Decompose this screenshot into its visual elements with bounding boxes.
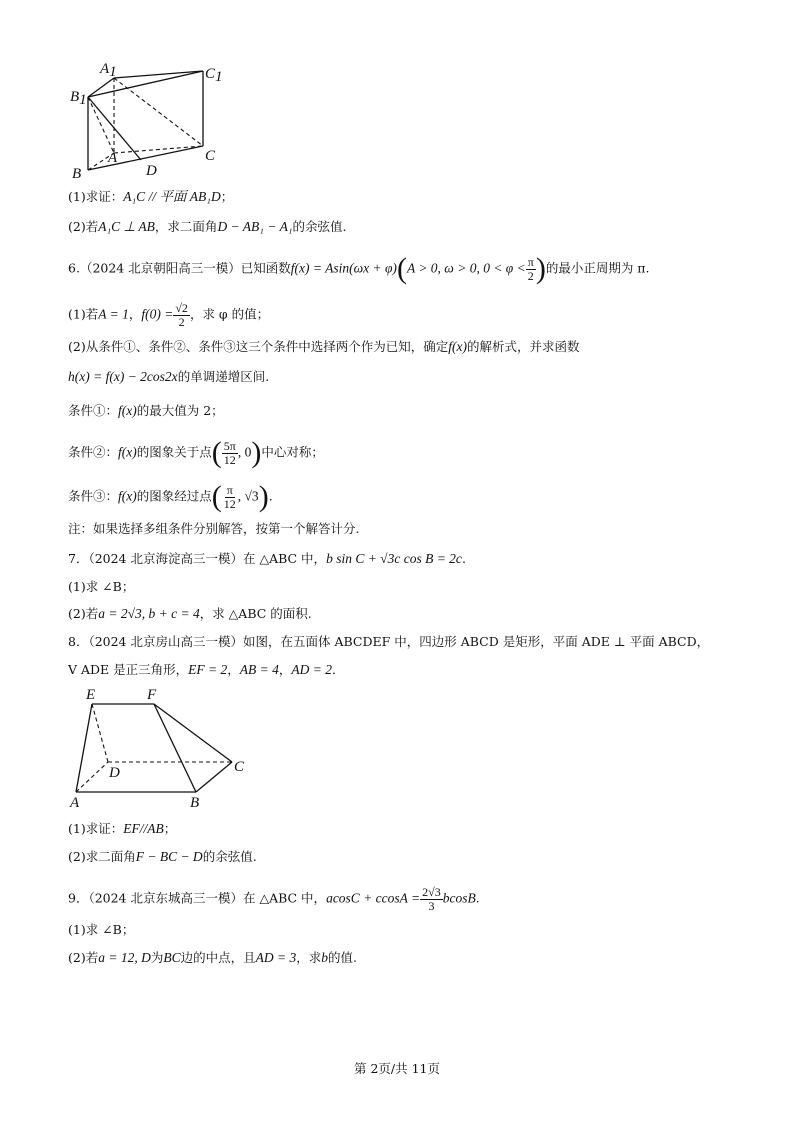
q8-stem-line1: 8．（2024 北京房山高三一模）如图，在五面体 ABCDEF 中，四边形 ABCD 是矩形，平面 ADE ⊥ 平面 ABCD， — [68, 634, 710, 649]
q6-stem: 6.（2024 北京朝阳高三一模）已知函数f(x) = Asin(ωx + φ)(A > 0, ω > 0, 0 < φ < $\frac{\pi}{2}$ )的最小正周期为 π. — [68, 252, 650, 286]
q9-part1: (1)求 ∠B； — [68, 922, 135, 937]
label-a: A — [70, 795, 80, 811]
q9-stem: 9．（2024 北京东城高三一模）在 △ABC 中，acosC + ccosA = $\frac{2√3}{3}$ bcosB. — [68, 885, 480, 913]
edge-f-b — [154, 704, 196, 792]
label-b: B — [72, 166, 82, 182]
page-footer: 第 2页/共 11页 — [353, 1061, 441, 1076]
edge-b-c — [196, 762, 232, 792]
q8-stem-line2: V ADE 是正三角形，EF = 2，AB = 4，AD = 2． — [68, 662, 345, 677]
q7-stem: 7．（2024 北京海淀高三一模）在 △ABC 中，b sin C + √3c cos B = 2c. — [68, 551, 466, 566]
prism-figure — [66, 56, 236, 184]
label-f: F — [147, 687, 157, 703]
q6-part2-line2: h(x) = f(x) − 2cos2x的单调递增区间. — [68, 369, 270, 384]
label-b1: B1 — [70, 89, 87, 108]
q7-part2: (2)若a = 2√3, b + c = 4，求 △ABC 的面积. — [68, 606, 312, 621]
label-a1: A1 — [100, 61, 117, 80]
label-a: A — [108, 150, 118, 166]
label-c: C — [234, 759, 245, 775]
q9-part2: (2)若a = 12, D为BC边的中点，且AD = 3，求b的值. — [68, 950, 357, 965]
label-d: D — [146, 163, 157, 179]
edge-f-c — [154, 704, 232, 762]
q5-part2: (2)若A₁C ⊥ AB，求二面角D − AB₁ − A₁的余弦值. — [68, 219, 347, 234]
q6-condition-3: 条件③：f(x)的图象经过点( $\frac{\pi}{12}$ , √3). — [68, 480, 273, 514]
label-b: B — [190, 795, 200, 811]
edge-e-a — [76, 704, 92, 792]
label-c: C — [205, 148, 216, 164]
q6-condition-2: 条件②：f(x)的图象关于点( $\frac{5\pi}{12}$ , 0)中心对称； — [68, 436, 324, 470]
edge-a1-c — [114, 78, 203, 146]
q6-condition-1: 条件①：f(x)的最大值为 2； — [68, 403, 224, 418]
label-c1: C1 — [205, 66, 223, 85]
edge-b1-a — [88, 97, 114, 153]
label-d: D — [109, 765, 120, 781]
q7-part1: (1)求 ∠B； — [68, 579, 135, 594]
q5-part1: (1)求证：A₁C // 平面 AB₁D； — [68, 189, 234, 204]
q6-part1: (1)若A = 1，f(0) = $\frac{√2}{2}$ ，求 φ 的值； — [68, 301, 270, 329]
q6-note: 注：如果选择多组条件分别解答，按第一个解答计分. — [68, 521, 360, 536]
edge-e-d — [92, 704, 108, 762]
label-e: E — [86, 687, 96, 703]
q6-part2-line1: (2)从条件①、条件②、条件③这三个条件中选择两个作为已知，确定f(x)的解析式，并求函数 — [68, 339, 580, 354]
pentahedron-figure — [64, 684, 254, 812]
edge-a-c — [114, 146, 203, 153]
q8-part1: (1)求证：EF//AB； — [68, 821, 177, 836]
q8-part2: (2)求二面角F − BC − D的余弦值. — [68, 849, 257, 864]
